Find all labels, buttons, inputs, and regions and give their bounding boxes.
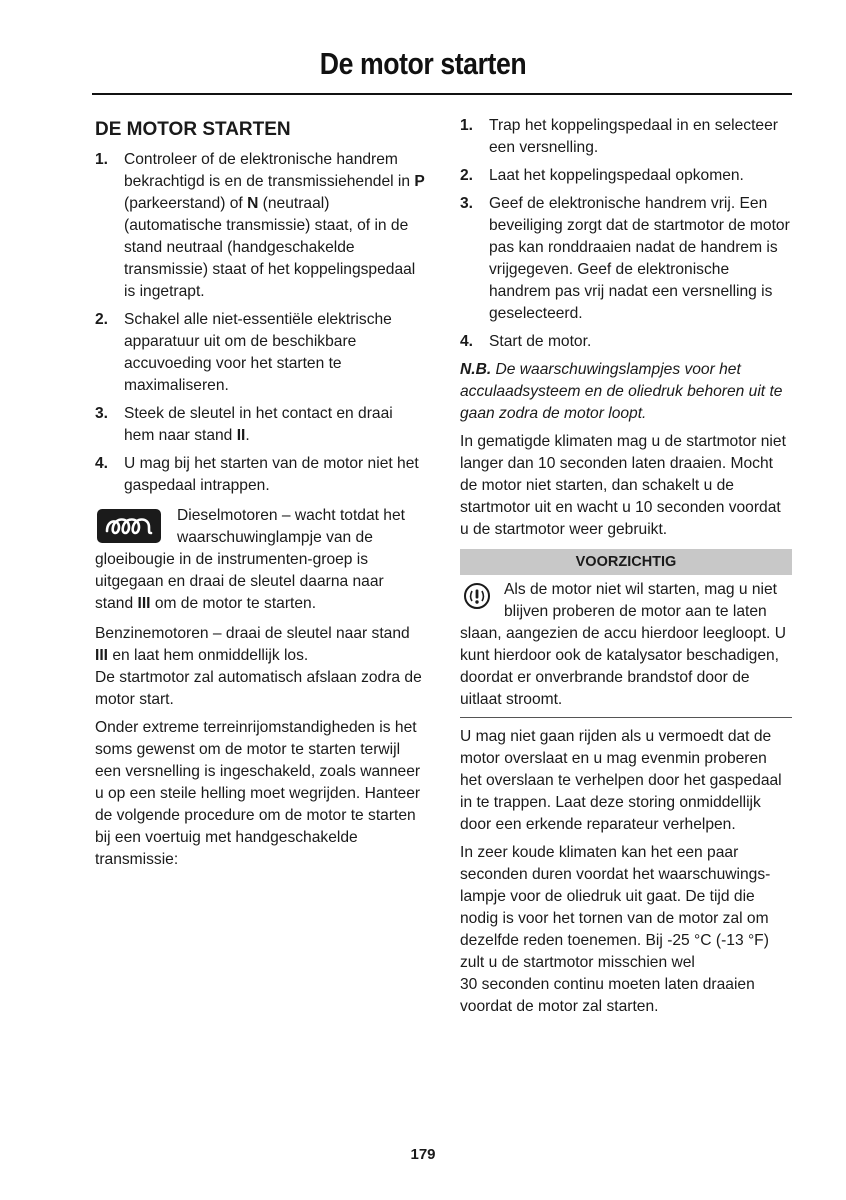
step-number: 2. [95, 311, 109, 328]
temperate-climate-paragraph: In gematigde klimaten mag u de startmotor niet langer dan 10 seconden laten draaien. Mocht de motor niet starten, dan schakelt u de startmotor uit en wacht u 10 seconden voordat u de startmotor weer gebruikt. [460, 433, 786, 538]
left-step-4 [95, 453, 425, 497]
left-step-1 [95, 149, 425, 303]
right-column [460, 115, 792, 1024]
right-step-3 [460, 193, 792, 325]
caution-body [460, 575, 792, 711]
caution-box [460, 549, 792, 718]
petrol-paragraph: Benzinemotoren – draai de sleutel naar stand III en laat hem onmiddellijk los. De startmotor zal automatisch afslaan zodra de motor start. [95, 625, 422, 708]
step-text: Schakel alle niet-essentiële elektrische apparatuur uit om de beschikbare accuvoeding voor het starten te maximaliseren. [124, 311, 392, 394]
left-step-3 [95, 403, 425, 447]
section-heading: DE MOTOR STARTEN [95, 119, 291, 140]
caution-divider [460, 717, 792, 718]
step-number: 4. [95, 455, 109, 472]
right-step-4 [460, 331, 792, 353]
glow-plug-icon [97, 509, 161, 543]
page-number: 179 [410, 1146, 436, 1163]
step-text: Trap het koppelingspedaal in en selecteer een versnelling. [489, 117, 778, 156]
step-number: 3. [460, 195, 474, 212]
caution-icon [462, 581, 492, 611]
step-text: U mag bij het starten van de motor niet het gaspedaal intrappen. [124, 455, 419, 494]
right-step-2 [460, 165, 792, 187]
step-number: 1. [95, 151, 109, 168]
cold-climate-paragraph: In zeer koude klimaten kan het een paar seconden duren voordat het waarschuwings-lampje voor de oliedruk uit gaat. De tijd die nodig is voor het tornen van de motor zal om dezelfde reden toenemen. Bij -25 °C (-13 °F) zult u de startmotor misschien wel 30 seconden continu moeten laten draaien voordat de motor zal starten. [460, 844, 771, 1015]
diesel-paragraph: Dieselmotoren – wacht totdat het waarschuwinglampje van de gloeibougie in de instrumenten-groep is uitgegaan en draai de sleutel daarna naar stand III om de motor te starten. [95, 507, 405, 612]
step-text: Geef de elektronische handrem vrij. Een beveiliging zorgt dat de startmotor de motor pas kan ronddraaien nadat de handrem is vrijgegeven. Geef de elektronische handrem pas vrij nadat een versnelling is geselecteerd. [489, 195, 790, 322]
title-divider [92, 93, 792, 95]
step-text: Steek de sleutel in het contact en draai hem naar stand II. [124, 405, 393, 444]
step-number: 1. [460, 117, 474, 134]
page-title: De motor starten [319, 46, 527, 81]
step-text: Start de motor. [489, 333, 592, 350]
step-text: Laat het koppelingspedaal opkomen. [489, 167, 744, 184]
right-step-1 [460, 115, 792, 159]
caution-text: Als de motor niet wil starten, mag u niet blijven proberen de motor aan te laten slaan, aangezien de accu hierdoor leegloopt. U kunt hierdoor ook de katalysator beschadigen, doordat er onverbrande brandstof door de uitlaat stroomt. [460, 581, 786, 708]
note-label: N.B. [460, 361, 492, 378]
misfire-paragraph: U mag niet gaan rijden als u vermoedt dat de motor overslaat en u mag evenmin proberen het overslaan te verhelpen door het gaspedaal in te trappen. Laat deze storing onmiddellijk door een erkende reparateur verhelpen. [460, 728, 782, 833]
note-paragraph: N.B. De waarschuwingslampjes voor het acculaadsysteem en de oliedruk behoren uit te gaan zodra de motor loopt. [460, 361, 783, 422]
step-text: Controleer of de elektronische handrem bekrachtigd is en de transmissiehendel in P (parkeerstand) of N (neutraal) (automatische transmissie) staat, of in de stand neutraal (handgeschakelde transmissie) staat of het koppelingspedaal is ingetrapt. [124, 151, 425, 300]
caution-header: VOORZICHTIG [460, 549, 792, 575]
extreme-conditions-paragraph: Onder extreme terreinrijomstandigheden is het soms gewenst om de motor te starten terwijl een versnelling is ingeschakeld, zoals wanneer u op een steile helling moet wegrijden. Hanteer de volgende procedure om de motor te starten bij een voertuig met handgeschakelde transmissie: [95, 719, 421, 868]
step-number: 2. [460, 167, 474, 184]
step-number: 3. [95, 405, 109, 422]
left-column [95, 115, 425, 877]
left-step-2 [95, 309, 425, 397]
step-number: 4. [460, 333, 474, 350]
